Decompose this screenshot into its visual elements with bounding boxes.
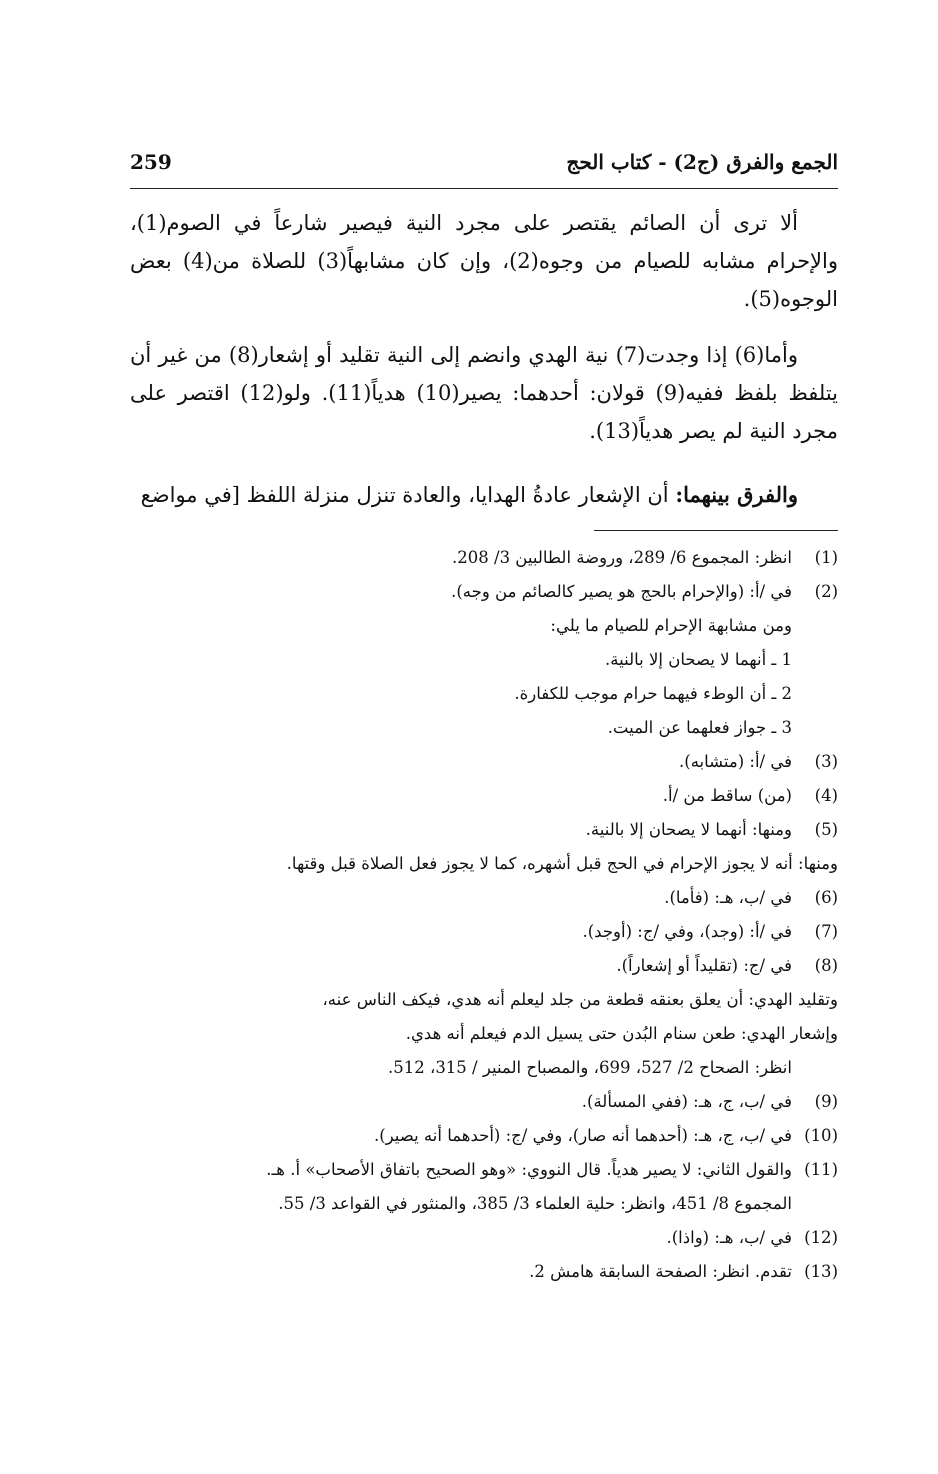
footnote-number: ( 4 ) — [792, 779, 838, 813]
paragraph-text: وأما(6) إذا وجدت(7) نية الهدي وانضم إلى النية تقليد أو إشعار(8) من غير أن يتلفظ بلفظ ففيه(9) قولان: أحدهما: يصير(10) هدياً(11). ولو(12) اقتصر على مجرد النية لم يصر هدياً(13). — [130, 343, 839, 443]
footnote-number: ( 10 ) — [792, 1119, 838, 1153]
footnote-number: ( 9 ) — [792, 1085, 838, 1119]
footnote-text: في /أ: (متشابه). — [679, 752, 792, 771]
paragraph-2 — [130, 336, 838, 450]
paragraph-3 — [130, 476, 838, 514]
footnote-text: تقدم. انظر: الصفحة السابقة هامش 2. — [529, 1262, 792, 1281]
footnote-line: انظر: الصحاح 2/ 527، 699، والمصباح المنير / 315، 512. — [387, 1058, 792, 1077]
footnote-number: ( 2 ) — [792, 575, 838, 609]
footnote-text: في /ب، هـ: (فأما). — [664, 888, 792, 907]
running-header — [130, 150, 838, 180]
footnote-5 — [130, 813, 838, 847]
footnote-line: 3 ـ جواز فعلهما عن الميت. — [607, 718, 792, 737]
footnote-line: 2 ـ أن الوطء فيهما حرام موجب للكفارة. — [514, 684, 792, 703]
footnote-number: ( 13 ) — [792, 1255, 838, 1289]
footnote-10 — [130, 1119, 838, 1153]
footnote-text: في /أ: (والإحرام بالحج هو يصير كالصائم من وجه). — [451, 582, 792, 601]
footnote-2 — [130, 575, 838, 609]
footnote-line: ومن مشابهة الإحرام للصيام ما يلي: — [550, 616, 792, 635]
footnote-text: والقول الثاني: لا يصير هدياً. قال النووي: «وهو الصحيح باتفاق الأصحاب» أ. هـ. — [266, 1160, 792, 1179]
paragraph-1 — [130, 204, 838, 318]
footnote-11 — [130, 1153, 838, 1187]
footnote-text: ومنها: أنهما لا يصحان إلا بالنية. — [585, 820, 792, 839]
footnote-text: في /ب، ج، هـ: (ففي المسألة). — [581, 1092, 792, 1111]
footnote-1 — [130, 541, 838, 575]
footnote-text: (من) ساقط من /أ. — [662, 786, 792, 805]
footnote-line: وإشعار الهدي: طعن سنام البُدن حتى يسيل الدم فيعلم أنه هدي. — [405, 1024, 838, 1043]
footnote-number: ( 11 ) — [792, 1153, 838, 1187]
footnote-line: 1 ـ أنهما لا يصحان إلا بالنية. — [605, 650, 792, 669]
footnote-number: ( 7 ) — [792, 915, 838, 949]
footnote-line: وتقليد الهدي: أن يعلق بعنقه قطعة من جلد ليعلم أنه هدي، فيكف الناس عنه، — [322, 990, 838, 1009]
footnote-text: في /أ: (وجد)، وفي /ج: (أوجد). — [582, 922, 792, 941]
footnote-text: في /ب، هـ: (واذا). — [666, 1228, 792, 1247]
footnote-number: ( 12 ) — [792, 1221, 838, 1255]
footnote-text: في /ج: (تقليداً أو إشعاراً). — [616, 956, 792, 975]
running-title: الجمع والفرق (ج2) - كتاب الحج — [566, 150, 838, 174]
footnote-text: في /ب، ج، هـ: (أحدهما أنه صار)، وفي /ج: (أحدهما أنه يصير). — [374, 1126, 792, 1145]
footnote-3 — [130, 745, 838, 779]
footnote-line: المجموع 8/ 451، وانظر: حلية العلماء 3/ 385، والمنثور في القواعد 3/ 55. — [278, 1194, 792, 1213]
paragraph-text: ألا ترى أن الصائم يقتصر على مجرد النية فيصير شارعاً في الصوم(1)، والإحرام مشابه للصيام من وجوه(2)، وإن كان مشابهاً(3) للصلاة من(4) بعض الوجوه(5). — [130, 211, 838, 311]
footnote-number: ( 6 ) — [792, 881, 838, 915]
main-text — [130, 204, 838, 532]
footnote-4 — [130, 779, 838, 813]
footnote-13 — [130, 1255, 838, 1289]
footnote-6 — [130, 881, 838, 915]
paragraph-text: أن الإشعار عادةُ الهدايا، والعادة تنزل منزلة اللفظ [في مواضع — [140, 483, 676, 507]
footnote-12 — [130, 1221, 838, 1255]
footnote-9 — [130, 1085, 838, 1119]
footnote-divider — [594, 530, 838, 531]
paragraph-lead: والفرق بينهما: — [675, 482, 798, 507]
footnote-text: انظر: المجموع 6/ 289، وروضة الطالبين 3/ 208. — [452, 548, 792, 567]
footnote-number: ( 3 ) — [792, 745, 838, 779]
page-number: 259 — [130, 150, 172, 174]
footnote-number: ( 5 ) — [792, 813, 838, 847]
footnotes — [130, 541, 838, 1289]
footnote-8 — [130, 949, 838, 983]
footnote-7 — [130, 915, 838, 949]
footnote-line: ومنها: أنه لا يجوز الإحرام في الحج قبل أشهره، كما لا يجوز فعل الصلاة قبل وقتها. — [286, 854, 838, 873]
header-divider — [130, 188, 838, 189]
footnote-number: ( 1 ) — [792, 541, 838, 575]
footnote-number: ( 8 ) — [792, 949, 838, 983]
